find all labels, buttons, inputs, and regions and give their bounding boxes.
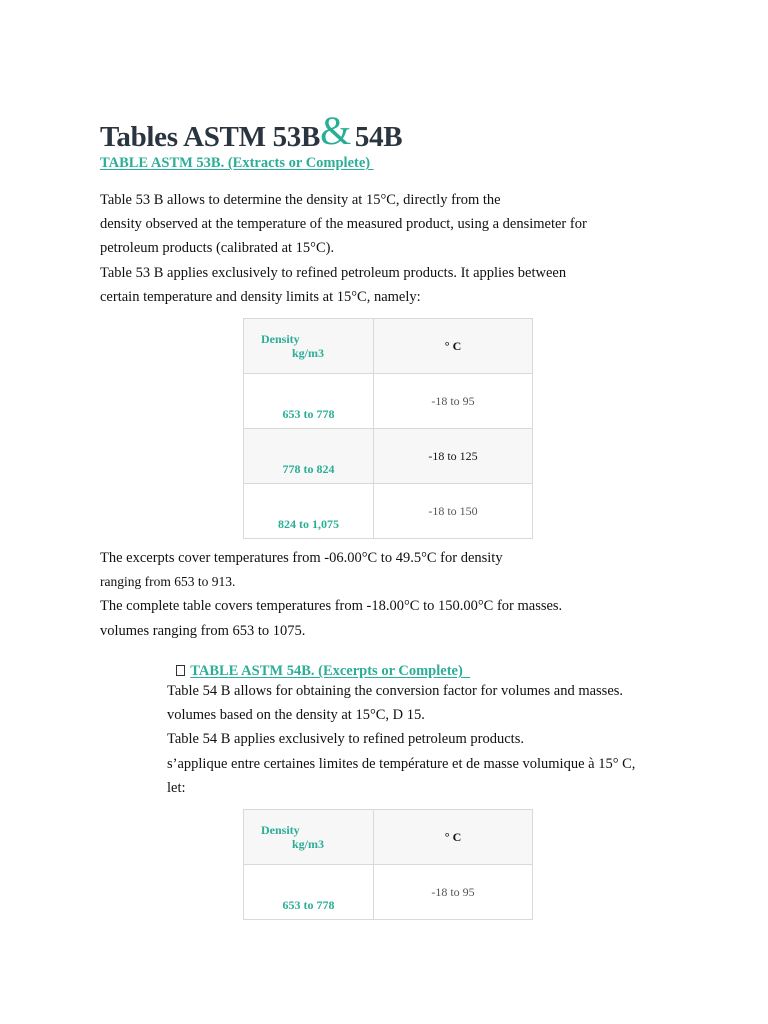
table-54b-limits	[243, 809, 533, 920]
paragraph-line: petroleum products (calibrated at 15°C).	[100, 240, 335, 257]
density-range: 778 to 824	[282, 461, 335, 476]
table-header-row	[244, 810, 533, 865]
header-temperature: ° C	[444, 339, 462, 353]
table-row	[244, 484, 533, 539]
header-density: Density kg/m3	[244, 332, 373, 360]
density-range: 824 to 1,075	[278, 516, 339, 531]
density-range: 653 to 778	[282, 897, 335, 912]
header-unit: kg/m3	[292, 346, 325, 360]
paragraph-line: ranging from 653 to 913.	[100, 574, 236, 590]
paragraph-line: Table 54 B allows for obtaining the conversion factor for volumes and masses.	[167, 683, 624, 699]
paragraph-line: Table 54 B applies exclusively to refined petroleum products.	[167, 731, 524, 748]
temperature-range: -18 to 125	[428, 449, 478, 463]
table-row	[244, 374, 533, 429]
paragraph-line: density observed at the temperature of the measured product, using a densimeter for	[100, 216, 587, 233]
header-unit: kg/m3	[292, 837, 325, 851]
section-53b-coverage	[100, 546, 562, 643]
table-row	[244, 865, 533, 920]
title-ampersand: &	[320, 108, 351, 153]
paragraph-line: s’applique entre certaines limites de température et de masse volumique à 15° C,	[167, 755, 636, 772]
table-header-row	[244, 319, 533, 374]
temperature-range: -18 to 95	[431, 885, 475, 899]
section-54b-intro	[167, 679, 635, 800]
bullet-box-icon	[176, 665, 185, 676]
section-link-table-53b[interactable]: TABLE ASTM 53B. (Extracts or Complete)	[100, 155, 374, 171]
paragraph-line: The excerpts cover temperatures from -06.00°C to 49.5°C for density	[100, 550, 503, 566]
paragraph-line: Table 53 B applies exclusively to refined petroleum products. It applies between	[100, 264, 567, 281]
temperature-range: -18 to 150	[428, 504, 478, 518]
density-range: 653 to 778	[282, 406, 335, 421]
paragraph-line: let:	[167, 779, 186, 796]
paragraph-line: volumes ranging from 653 to 1075.	[100, 622, 306, 639]
header-density: Density kg/m3	[244, 823, 373, 851]
table-row	[244, 429, 533, 484]
paragraph-line: volumes based on the density at 15°C, D 15.	[167, 707, 425, 724]
section-heading-54b	[169, 646, 470, 680]
page-title: Tables ASTM 53B& 54B	[100, 108, 403, 153]
temperature-range: -18 to 95	[431, 394, 475, 408]
paragraph-line: Table 53 B allows to determine the density at 15°C, directly from the	[100, 192, 501, 208]
section-link-table-54b[interactable]: TABLE ASTM 54B. (Excerpts or Complete)	[190, 663, 471, 679]
paragraph-line: The complete table covers temperatures from -18.00°C to 150.00°C for masses.	[100, 598, 563, 615]
header-temperature: ° C	[444, 830, 462, 844]
paragraph-line: certain temperature and density limits at 15°C, namely:	[100, 288, 421, 305]
section-53b-intro	[100, 188, 587, 309]
table-53b-limits	[243, 318, 533, 539]
